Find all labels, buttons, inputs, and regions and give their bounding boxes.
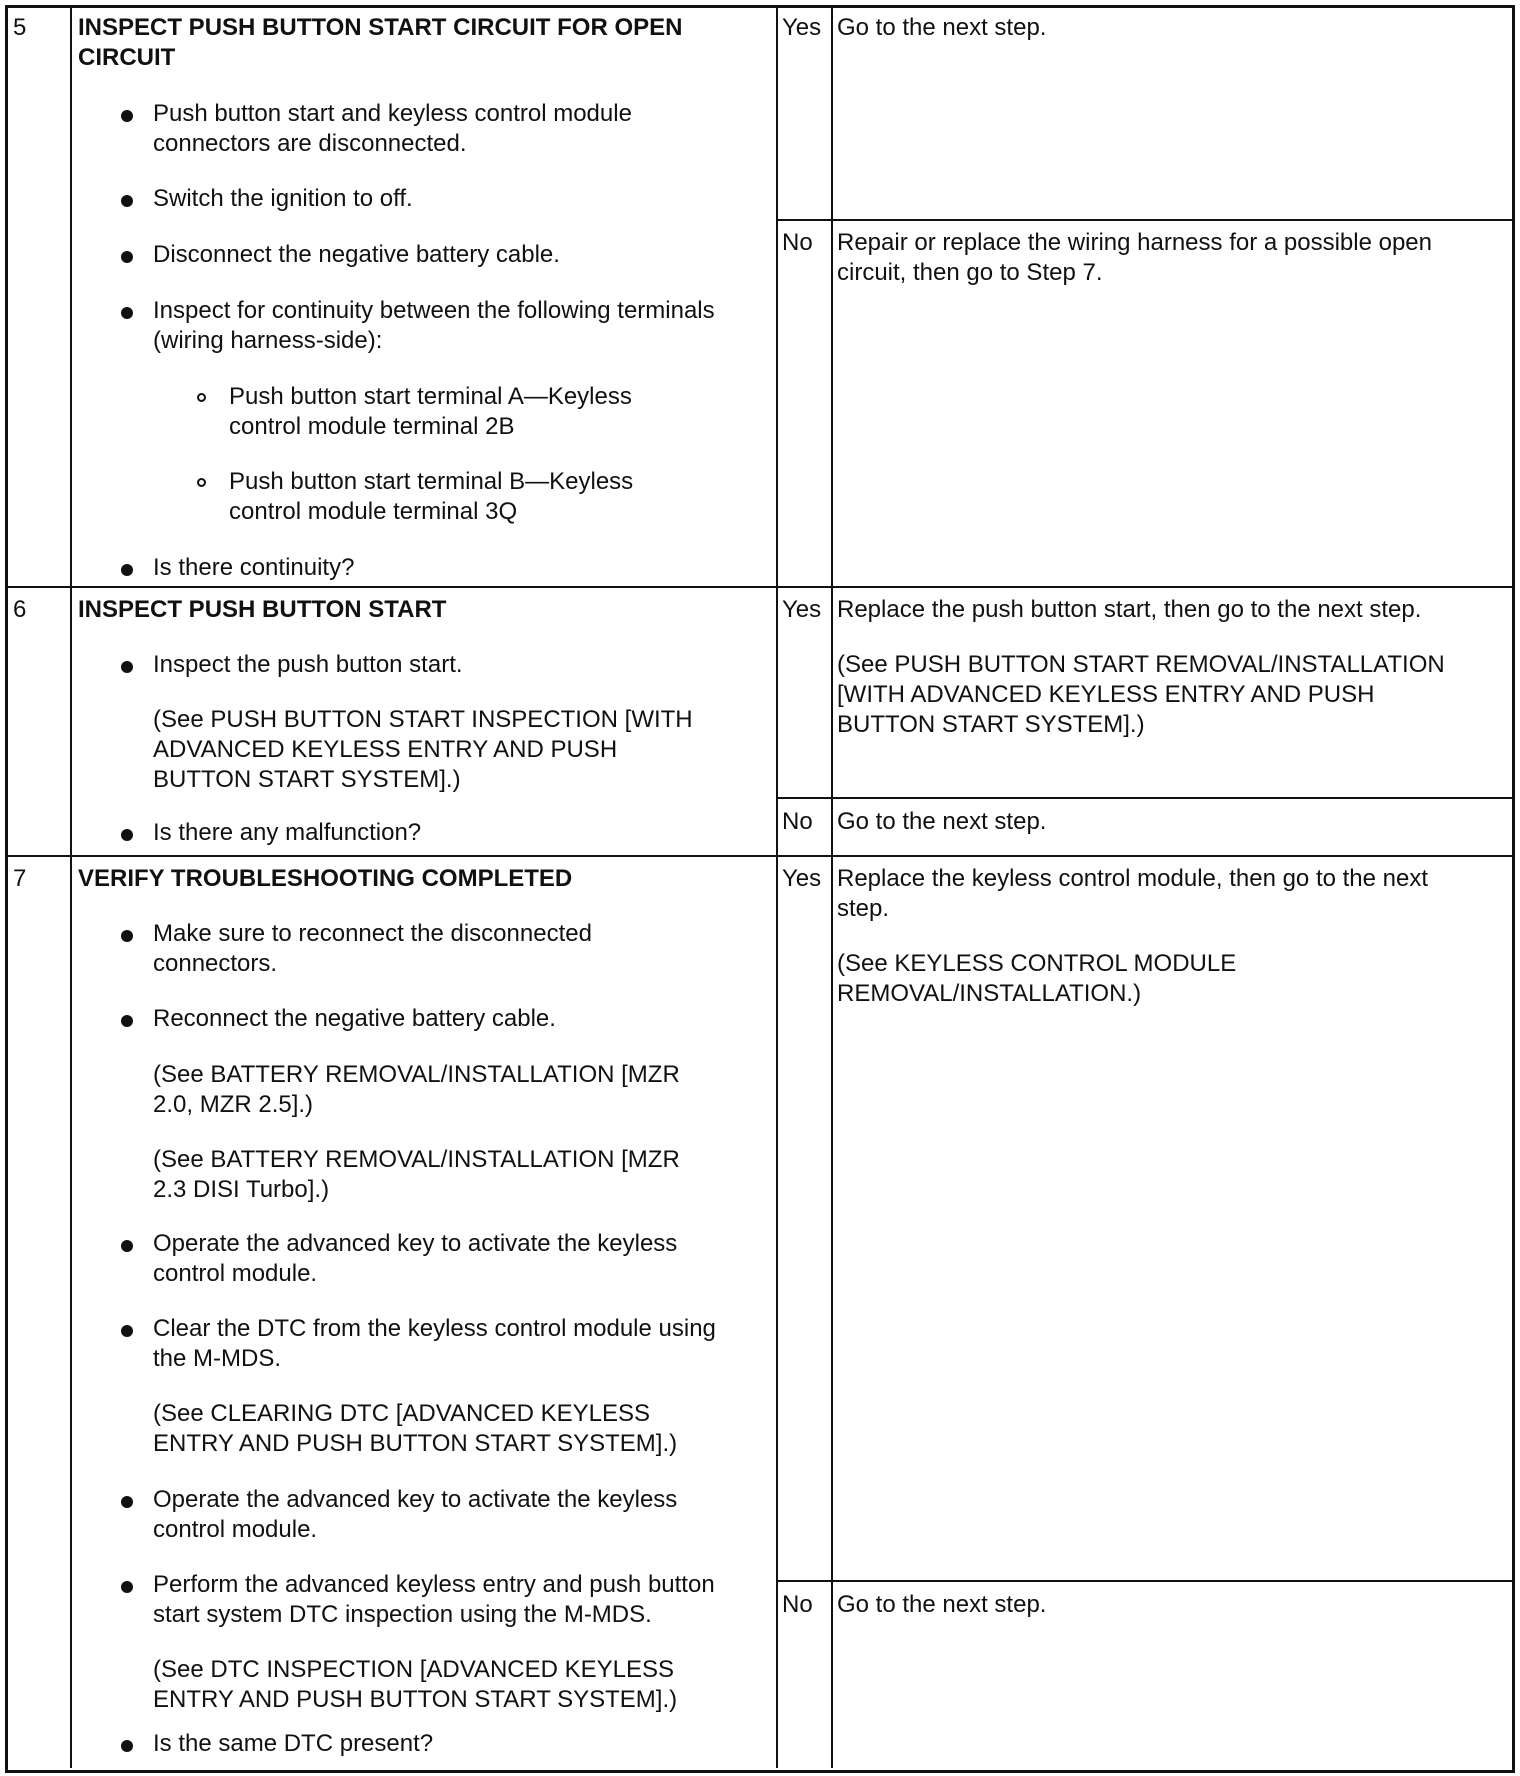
reference-note: (See CLEARING DTC [ADVANCED KEYLESS [153, 1400, 651, 1427]
action-item: Inspect for continuity between the following terminals [153, 297, 715, 324]
action-item: connectors. [153, 950, 278, 977]
no-label: No [782, 229, 813, 256]
yes-label: Yes [782, 596, 822, 623]
column-divider-action [776, 8, 778, 1768]
bullet-icon [121, 930, 133, 942]
action-item: connectors are disconnected. [153, 130, 467, 157]
action-item: Operate the advanced key to activate the keyless [153, 1230, 678, 1257]
yes-result: Replace the push button start, then go to the next step. [837, 596, 1422, 623]
step-title: INSPECT PUSH BUTTON START [78, 596, 447, 623]
bullet-icon [121, 1496, 133, 1508]
yes-result: REMOVAL/INSTALLATION.) [837, 980, 1142, 1007]
answer-divider-step-7 [776, 1580, 1512, 1582]
bullet-icon [121, 1015, 133, 1027]
bullet-icon [121, 1240, 133, 1252]
sub-bullet-icon [197, 393, 206, 402]
bullet-icon [121, 110, 133, 122]
action-item: Switch the ignition to off. [153, 185, 413, 212]
action-item: control module. [153, 1260, 318, 1287]
row-divider-step-7 [8, 855, 1512, 857]
yes-label: Yes [782, 14, 822, 41]
reference-note: ENTRY AND PUSH BUTTON START SYSTEM].) [153, 1430, 678, 1457]
bullet-icon [121, 251, 133, 263]
step-number: 7 [13, 865, 27, 892]
reference-note: (See BATTERY REMOVAL/INSTALLATION [MZR [153, 1061, 680, 1088]
step-title: INSPECT PUSH BUTTON START CIRCUIT FOR OPEN [78, 14, 683, 41]
yes-result: Go to the next step. [837, 14, 1047, 41]
action-item: Reconnect the negative battery cable. [153, 1005, 556, 1032]
no-label: No [782, 1591, 813, 1618]
troubleshooting-table [5, 5, 1515, 1773]
action-item: control module. [153, 1516, 318, 1543]
sub-bullet-icon [197, 478, 206, 487]
no-result: Repair or replace the wiring harness for a possible open [837, 229, 1432, 256]
action-item: Perform the advanced keyless entry and push button [153, 1571, 715, 1598]
yes-result: Replace the keyless control module, then go to the next [837, 865, 1429, 892]
bullet-icon [121, 1325, 133, 1337]
no-label: No [782, 808, 813, 835]
yes-result: BUTTON START SYSTEM].) [837, 711, 1145, 738]
action-item: Make sure to reconnect the disconnected [153, 920, 592, 947]
row-divider-step-6 [8, 586, 1512, 588]
column-divider-answer [831, 8, 833, 1768]
action-item: Clear the DTC from the keyless control module using [153, 1315, 716, 1342]
no-result: circuit, then go to Step 7. [837, 259, 1103, 286]
bullet-icon [121, 307, 133, 319]
yes-label: Yes [782, 865, 822, 892]
action-item: the M-MDS. [153, 1345, 282, 1372]
no-result: Go to the next step. [837, 1591, 1047, 1618]
yes-result: (See KEYLESS CONTROL MODULE [837, 950, 1237, 977]
reference-note: (See PUSH BUTTON START INSPECTION [WITH [153, 706, 693, 733]
yes-result: [WITH ADVANCED KEYLESS ENTRY AND PUSH [837, 681, 1375, 708]
answer-divider-step-5 [776, 219, 1512, 221]
action-item: Is there any malfunction? [153, 819, 422, 846]
yes-result: step. [837, 895, 890, 922]
action-item: start system DTC inspection using the M-MDS. [153, 1601, 652, 1628]
action-item: Push button start and keyless control module [153, 100, 632, 127]
column-divider-step [70, 8, 72, 1768]
reference-note: (See DTC INSPECTION [ADVANCED KEYLESS [153, 1656, 675, 1683]
reference-note: (See BATTERY REMOVAL/INSTALLATION [MZR [153, 1146, 680, 1173]
action-subitem: control module terminal 3Q [229, 498, 518, 525]
reference-note: ENTRY AND PUSH BUTTON START SYSTEM].) [153, 1686, 678, 1713]
reference-note: BUTTON START SYSTEM].) [153, 766, 461, 793]
bullet-icon [121, 564, 133, 576]
action-item: Is there continuity? [153, 554, 355, 581]
action-subitem: control module terminal 2B [229, 413, 515, 440]
bullet-icon [121, 1740, 133, 1752]
action-subitem: Push button start terminal A—Keyless [229, 383, 632, 410]
step-number: 5 [13, 14, 27, 41]
bullet-icon [121, 829, 133, 841]
bullet-icon [121, 195, 133, 207]
reference-note: 2.0, MZR 2.5].) [153, 1091, 314, 1118]
no-result: Go to the next step. [837, 808, 1047, 835]
step-title: CIRCUIT [78, 44, 176, 71]
action-subitem: Push button start terminal B—Keyless [229, 468, 634, 495]
yes-result: (See PUSH BUTTON START REMOVAL/INSTALLATION [837, 651, 1445, 678]
bullet-icon [121, 661, 133, 673]
reference-note: 2.3 DISI Turbo].) [153, 1176, 330, 1203]
action-item: (wiring harness-side): [153, 327, 383, 354]
bullet-icon [121, 1581, 133, 1593]
step-number: 6 [13, 596, 27, 623]
action-item: Is the same DTC present? [153, 1730, 434, 1757]
answer-divider-step-6 [776, 797, 1512, 799]
reference-note: ADVANCED KEYLESS ENTRY AND PUSH [153, 736, 618, 763]
step-title: VERIFY TROUBLESHOOTING COMPLETED [78, 865, 573, 892]
action-item: Inspect the push button start. [153, 651, 463, 678]
action-item: Disconnect the negative battery cable. [153, 241, 560, 268]
action-item: Operate the advanced key to activate the keyless [153, 1486, 678, 1513]
